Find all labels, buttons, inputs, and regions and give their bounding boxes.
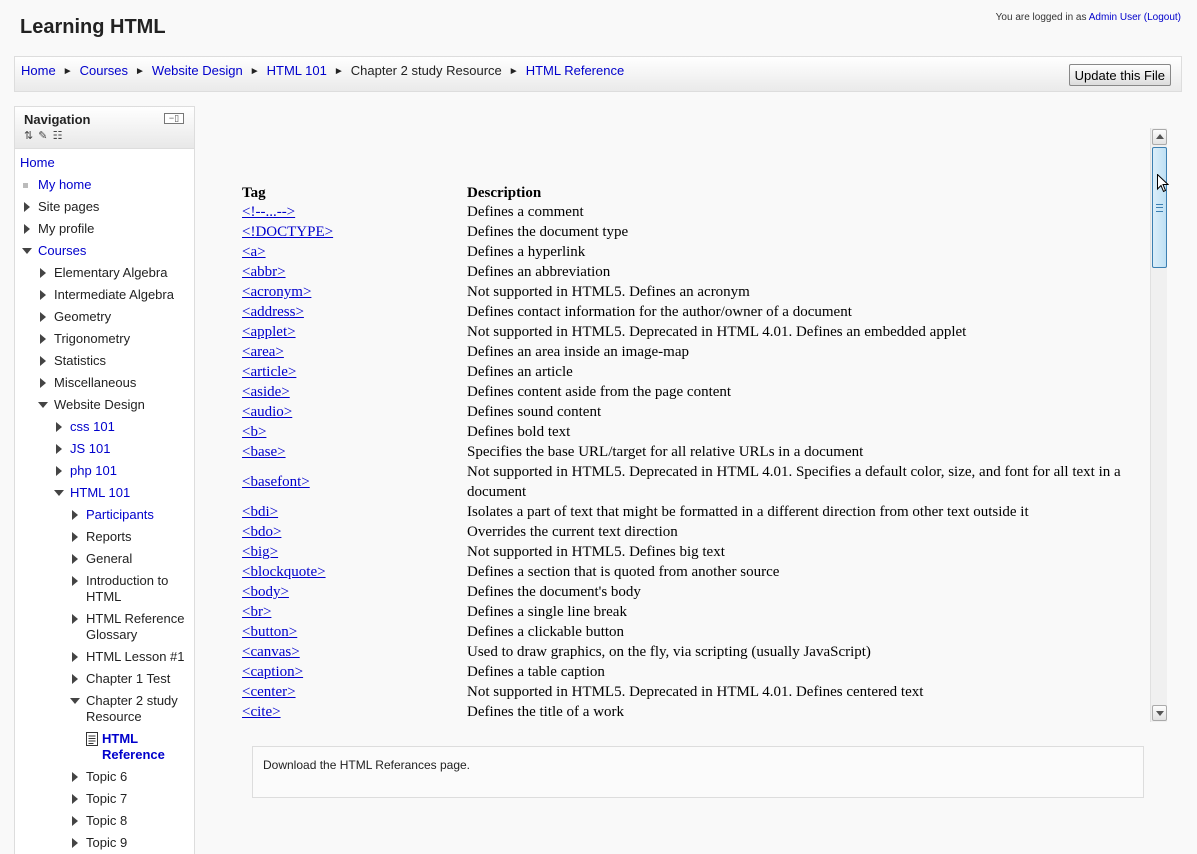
description-cell: Not supported in HTML5. Defines an acronym	[467, 284, 750, 300]
expand-arrow-icon[interactable]	[56, 466, 62, 476]
table-row	[242, 422, 1142, 442]
update-file-button[interactable]: Update this File	[1069, 64, 1171, 86]
tag-cell	[242, 262, 467, 282]
tag-cell	[242, 562, 467, 582]
tag-cell	[242, 422, 467, 442]
tag-cell	[242, 622, 467, 642]
edit-icon[interactable]: ✎	[38, 130, 49, 142]
scroll-down-button[interactable]	[1152, 705, 1167, 721]
tag-cell	[242, 582, 467, 602]
nav-item-label[interactable]: My profile	[38, 221, 95, 236]
nav-item-label[interactable]: JS 101	[70, 441, 111, 456]
tag-cell	[242, 382, 467, 402]
nav-item-label[interactable]: Trigonometry	[54, 331, 131, 346]
scroll-thumb[interactable]	[1152, 147, 1167, 268]
roles-icon[interactable]: ☷	[52, 130, 64, 142]
description-cell: Overrides the current text direction	[467, 524, 678, 540]
description-cell: Defines an abbreviation	[467, 264, 611, 280]
table-row	[242, 622, 1142, 642]
expand-arrow-icon[interactable]	[56, 444, 62, 454]
table-header-row	[242, 182, 1142, 202]
table-row	[242, 662, 1142, 682]
description-cell: Not supported in HTML5. Deprecated in HTML 4.01. Defines an embedded applet	[467, 324, 967, 340]
description-cell: Isolates a part of text that might be formatted in a different direction from other text outside it	[467, 504, 1029, 520]
description-cell: Defines the document type	[467, 224, 629, 240]
nav-item-label[interactable]: Geometry	[54, 309, 112, 324]
description-cell: Not supported in HTML5. Defines big text	[467, 544, 725, 560]
expand-arrow-icon[interactable]	[40, 378, 46, 388]
table-row	[242, 342, 1142, 362]
user-name-link[interactable]: Admin User	[1088, 12, 1141, 23]
tag-link[interactable]: <area>	[242, 344, 284, 360]
nav-item-label[interactable]: HTML 101	[70, 485, 131, 500]
nav-item-introduction-to-html[interactable]	[68, 573, 188, 605]
table-row	[242, 562, 1142, 582]
grip-icon	[1156, 204, 1163, 212]
tag-link[interactable]: <br>	[242, 604, 272, 620]
table-row	[242, 202, 1142, 222]
breadcrumb-separator: ►	[508, 66, 519, 77]
table-row	[242, 222, 1142, 242]
description-cell: Defines the document's body	[467, 584, 641, 600]
tag-link[interactable]: <acronym>	[242, 284, 312, 300]
description-cell: Defines sound content	[467, 404, 602, 420]
column-header-tag: Tag	[242, 185, 266, 201]
table-row	[242, 642, 1142, 662]
tag-link[interactable]: <button>	[242, 624, 298, 640]
nav-item-label[interactable]: My home	[38, 177, 92, 192]
table-row	[242, 382, 1142, 402]
nav-item-label[interactable]: Participants	[86, 507, 154, 522]
table-row	[242, 262, 1142, 282]
navigation-header	[15, 107, 194, 149]
scroll-up-button[interactable]	[1152, 129, 1167, 145]
tag-link[interactable]: <a>	[242, 244, 266, 260]
move-icon[interactable]: ⇅	[24, 130, 35, 142]
expand-arrow-icon[interactable]	[40, 334, 46, 344]
tag-link[interactable]: <article>	[242, 364, 297, 380]
breadcrumb-separator: ►	[62, 66, 73, 77]
table-row	[242, 402, 1142, 422]
expand-arrow-icon[interactable]	[40, 356, 46, 366]
tag-link[interactable]: <bdo>	[242, 524, 282, 540]
expand-arrow-icon[interactable]	[40, 268, 46, 278]
tag-link[interactable]: <base>	[242, 444, 286, 460]
breadcrumb-website-design[interactable]: Website Design	[151, 63, 243, 78]
description-cell: Defines a clickable button	[467, 624, 625, 640]
tag-link[interactable]: <!--...-->	[242, 204, 296, 220]
tag-link[interactable]: <center>	[242, 684, 296, 700]
table-row	[242, 302, 1142, 322]
nav-item-label[interactable]: php 101	[70, 463, 117, 478]
expand-arrow-icon[interactable]	[72, 652, 78, 662]
nav-item-label[interactable]: Chapter 2 study Resource	[86, 693, 178, 724]
tag-cell	[242, 522, 467, 542]
breadcrumb	[21, 63, 624, 78]
tag-cell	[242, 502, 467, 522]
expand-arrow-icon[interactable]	[56, 422, 62, 432]
nav-item-label[interactable]: Chapter 1 Test	[86, 671, 171, 686]
description-cell: Defines a section that is quoted from another source	[467, 564, 780, 580]
login-info	[996, 12, 1181, 23]
nav-item-label[interactable]: Courses	[38, 243, 87, 258]
navbar	[14, 56, 1182, 92]
nav-item-label[interactable]: Topic 8	[86, 813, 128, 828]
expand-arrow-icon[interactable]	[72, 510, 78, 520]
nav-item-label[interactable]: General	[86, 551, 133, 566]
table-row	[242, 542, 1142, 562]
tag-cell	[242, 682, 467, 702]
tag-link[interactable]: <basefont>	[242, 474, 310, 490]
expand-arrow-icon[interactable]	[40, 290, 46, 300]
breadcrumb-html-reference[interactable]: HTML Reference	[525, 63, 625, 78]
description-cell: Specifies the base URL/target for all relative URLs in a document	[467, 444, 864, 460]
vertical-scrollbar[interactable]	[1150, 128, 1167, 722]
table-row	[242, 282, 1142, 302]
table-row	[242, 462, 1142, 502]
tag-cell	[242, 202, 467, 222]
tag-link[interactable]: <big>	[242, 544, 279, 560]
site-title: Learning HTML	[20, 16, 166, 38]
description-cell: Defines a comment	[467, 204, 584, 220]
collapse-arrow-icon[interactable]	[54, 490, 64, 496]
embedded-page-frame	[212, 127, 1167, 722]
tag-link[interactable]: <bdi>	[242, 504, 279, 520]
expand-arrow-icon[interactable]	[72, 614, 78, 624]
nav-item-label[interactable]: Introduction to HTML	[86, 573, 169, 604]
description-cell: Defines content aside from the page content	[467, 384, 732, 400]
description-cell: Defines a table caption	[467, 664, 605, 680]
nav-item-chapter-2-study-resource[interactable]	[68, 693, 188, 725]
tag-link[interactable]: <body>	[242, 584, 289, 600]
description-cell: Defines an article	[467, 364, 573, 380]
nav-item-label[interactable]: HTML Lesson #1	[86, 649, 185, 664]
tag-cell	[242, 222, 467, 242]
description-cell: Defines an area inside an image-map	[467, 344, 689, 360]
html-tag-table	[242, 182, 1142, 722]
expand-arrow-icon[interactable]	[40, 312, 46, 322]
nav-item-label[interactable]: Intermediate Algebra	[54, 287, 174, 302]
tag-cell	[242, 242, 467, 262]
tag-cell	[242, 462, 467, 502]
tag-link[interactable]: <address>	[242, 304, 304, 320]
expand-arrow-icon[interactable]	[72, 816, 78, 826]
expand-arrow-icon[interactable]	[24, 224, 30, 234]
dock-icon[interactable]: −▯	[164, 113, 184, 124]
breadcrumb-separator: ►	[333, 66, 344, 77]
nav-item-label[interactable]: HTML Reference Glossary	[86, 611, 185, 642]
navigation-tools	[24, 129, 63, 142]
nav-item-label[interactable]: Reports	[86, 529, 132, 544]
nav-item-label[interactable]: css 101	[70, 419, 115, 434]
login-prefix: You are logged in as	[995, 12, 1089, 23]
table-row	[242, 682, 1142, 702]
tag-cell	[242, 642, 467, 662]
description-cell: Defines the title of a work	[467, 704, 625, 720]
tag-link[interactable]: <cite>	[242, 704, 281, 720]
nav-item-label[interactable]: Miscellaneous	[54, 375, 137, 390]
collapse-arrow-icon[interactable]	[38, 402, 48, 408]
tag-link[interactable]: <caption>	[242, 664, 304, 680]
expand-arrow-icon[interactable]	[72, 772, 78, 782]
nav-item-label[interactable]: Statistics	[54, 353, 107, 368]
tag-cell	[242, 362, 467, 382]
description-cell: Defines a hyperlink	[467, 244, 586, 260]
nav-item-html-reference[interactable]	[84, 731, 184, 763]
table-row	[242, 362, 1142, 382]
breadcrumb-separator: ►	[135, 66, 145, 77]
tag-link[interactable]: <audio>	[242, 404, 293, 420]
bullet-icon	[23, 183, 28, 188]
breadcrumb-home[interactable]: Home	[21, 63, 56, 78]
breadcrumb-html-101[interactable]: HTML 101	[266, 63, 327, 78]
nav-item-label[interactable]: Site pages	[38, 199, 100, 214]
download-text: Download the HTML Referances page.	[263, 758, 470, 772]
breadcrumb-chapter-2: Chapter 2 study Resource	[350, 63, 502, 78]
nav-item-label[interactable]: HTML Reference	[102, 731, 165, 762]
table-row	[242, 702, 1142, 722]
collapse-arrow-icon[interactable]	[22, 248, 32, 254]
tag-link[interactable]: <!DOCTYPE>	[242, 224, 334, 240]
download-box	[252, 746, 1144, 798]
nav-item-label[interactable]: Topic 6	[86, 769, 128, 784]
description-cell: Defines a single line break	[467, 604, 627, 620]
expand-arrow-icon[interactable]	[72, 532, 78, 542]
tag-link[interactable]: <aside>	[242, 384, 290, 400]
breadcrumb-separator: ►	[249, 66, 260, 77]
expand-arrow-icon[interactable]	[72, 674, 78, 684]
tag-cell	[242, 702, 467, 722]
tag-cell	[242, 542, 467, 562]
column-header-description: Description	[467, 185, 542, 201]
tag-link[interactable]: <applet>	[242, 324, 296, 340]
table-row	[242, 502, 1142, 522]
table-row	[242, 242, 1142, 262]
navigation-block	[14, 106, 195, 854]
table-row	[242, 442, 1142, 462]
expand-arrow-icon[interactable]	[72, 576, 78, 586]
nav-item-label[interactable]: Elementary Algebra	[54, 265, 168, 280]
tag-cell	[242, 402, 467, 422]
description-cell: Defines contact information for the author/owner of a document	[467, 304, 852, 320]
nav-item-label[interactable]: Home	[20, 155, 55, 170]
nav-item-html-reference-glossary[interactable]	[68, 611, 188, 643]
tag-cell	[242, 282, 467, 302]
logout-link[interactable]: (Logout)	[1143, 12, 1181, 23]
expand-arrow-icon[interactable]	[24, 202, 30, 212]
table-row	[242, 322, 1142, 342]
tag-link[interactable]: <b>	[242, 424, 267, 440]
navigation-title: Navigation	[24, 112, 91, 127]
tag-cell	[242, 442, 467, 462]
description-cell: Not supported in HTML5. Deprecated in HTML 4.01. Defines centered text	[467, 684, 924, 700]
expand-arrow-icon[interactable]	[72, 554, 78, 564]
tag-cell	[242, 342, 467, 362]
table-row	[242, 522, 1142, 542]
nav-item-label[interactable]: Topic 7	[86, 791, 128, 806]
tag-link[interactable]: <abbr>	[242, 264, 286, 280]
tag-link[interactable]: <blockquote>	[242, 564, 326, 580]
tag-link[interactable]: <canvas>	[242, 644, 300, 660]
description-cell: Used to draw graphics, on the fly, via scripting (usually JavaScript)	[467, 644, 871, 660]
nav-item-label[interactable]: Website Design	[54, 397, 145, 412]
tag-cell	[242, 322, 467, 342]
page-icon	[86, 732, 98, 746]
nav-item-label[interactable]: Topic 9	[86, 835, 128, 850]
table-row	[242, 602, 1142, 622]
table-body	[242, 202, 1142, 722]
tag-cell	[242, 302, 467, 322]
table-row	[242, 582, 1142, 602]
tag-cell	[242, 662, 467, 682]
breadcrumb-courses[interactable]: Courses	[79, 63, 129, 78]
collapse-arrow-icon[interactable]	[70, 698, 80, 704]
expand-arrow-icon[interactable]	[72, 794, 78, 804]
description-cell: Defines bold text	[467, 424, 571, 440]
tag-cell	[242, 602, 467, 622]
description-cell: Not supported in HTML5. Deprecated in HTML 4.01. Specifies a default color, size, and font for all text in a document	[467, 464, 1121, 500]
expand-arrow-icon[interactable]	[72, 838, 78, 848]
